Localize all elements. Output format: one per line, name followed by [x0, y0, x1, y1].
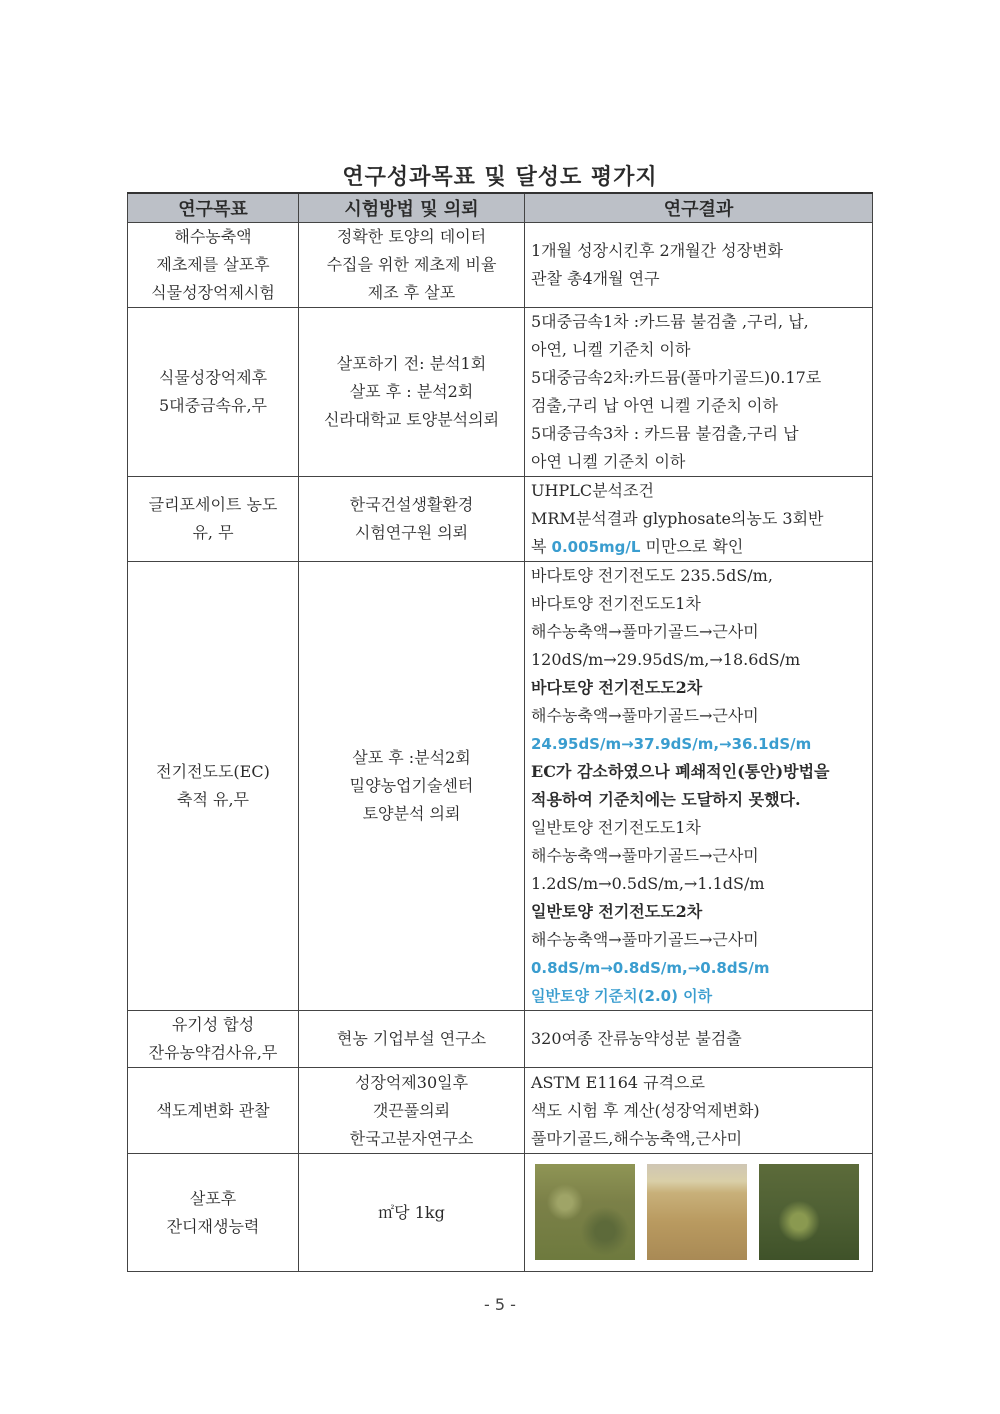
- result-line: 해수농축액→풀마기골드→근사미: [531, 706, 759, 725]
- header-goal: 연구목표: [128, 193, 299, 223]
- method-line: ㎡당 1kg: [378, 1202, 445, 1222]
- result-line: 1.2dS/m→0.5dS/m,→1.1dS/m: [531, 874, 765, 893]
- goal-line: 잔유농약검사유,무: [148, 1043, 278, 1062]
- method-line: 한국고분자연구소: [349, 1128, 474, 1148]
- result-line: 관찰 총4개월 연구: [531, 269, 660, 288]
- goal-line: 식물성장억제후: [158, 368, 268, 387]
- result-line: 바다토양 전기전도도 235.5dS/m,: [531, 566, 773, 585]
- method-cell: [299, 1011, 525, 1068]
- result-line-bold: 바다토양 전기전도도2차: [531, 678, 703, 697]
- result-text: 복: [531, 537, 552, 556]
- goal-line: 유기성 합성: [171, 1015, 255, 1034]
- method-line: 토양분석 의뢰: [362, 804, 461, 823]
- method-line: 살포하기 전: 분석1회: [336, 354, 487, 373]
- header-result: 연구결과: [525, 193, 873, 223]
- method-line: 현농 기업부설 연구소: [336, 1029, 487, 1048]
- result-text: 미만으로 확인: [640, 537, 744, 556]
- method-line: 시험연구원 의뢰: [354, 523, 469, 542]
- result-line: UHPLC분석조건: [531, 481, 654, 500]
- method-line: 수집을 위한 제초제 비율: [326, 255, 497, 274]
- goal-line: 살포후: [189, 1188, 237, 1208]
- goal-line: 해수농축액: [174, 227, 252, 246]
- result-cell: [525, 1068, 873, 1154]
- method-line: 제조 후 살포: [367, 283, 456, 302]
- method-cell: [299, 562, 525, 1011]
- photo-strip: [525, 1158, 872, 1268]
- method-cell: [299, 1154, 525, 1272]
- result-cell: [525, 1011, 873, 1068]
- result-line: [531, 533, 868, 561]
- highlight-value: 일반토양 기준치(2.0) 이하: [531, 987, 713, 1005]
- result-line: 5대중금속1차 :카드뮴 불검출 ,구리, 납,: [531, 312, 809, 331]
- result-line-bold: 적용하여 기준치에는 도달하지 못했다.: [531, 790, 801, 809]
- table-header-row: [128, 193, 873, 223]
- result-cell: [525, 223, 873, 308]
- result-cell: [525, 1154, 873, 1272]
- goal-cell: [128, 308, 299, 477]
- table-row: [128, 1154, 873, 1272]
- method-line: 한국건설생활환경: [349, 495, 474, 514]
- goal-line: 전기전도도(EC): [156, 762, 270, 781]
- method-line: 밀양농업기술센터: [349, 776, 474, 795]
- goal-line: 글리포세이트 농도: [148, 495, 278, 514]
- goal-cell: [128, 223, 299, 308]
- method-line: 살포 후 : 분석2회: [349, 382, 474, 401]
- table-row: [128, 1011, 873, 1068]
- page-title: 연구성과목표 및 달성도 평가지: [342, 164, 658, 190]
- turf-photo: [535, 1164, 635, 1260]
- table-row: [128, 1068, 873, 1154]
- method-cell: [299, 477, 525, 562]
- method-line: 정확한 토양의 데이터: [336, 227, 487, 246]
- result-line: MRM분석결과 glyphosate의농도 3회반: [531, 509, 824, 528]
- result-line: 바다토양 전기전도도1차: [531, 594, 701, 613]
- result-line: 120dS/m→29.95dS/m,→18.6dS/m: [531, 650, 801, 669]
- highlight-value: 0.8dS/m→0.8dS/m,→0.8dS/m: [531, 959, 770, 977]
- result-line: 해수농축액→풀마기골드→근사미: [531, 622, 759, 641]
- goal-line: 유, 무: [192, 523, 234, 542]
- result-line: ASTM E1164 규격으로: [531, 1072, 705, 1092]
- result-line: 5대중금속3차 : 카드뮴 불검출,구리 납: [531, 424, 799, 443]
- result-line: 해수농축액→풀마기골드→근사미: [531, 930, 759, 949]
- table-row: [128, 562, 873, 1011]
- result-line: 일반토양 전기전도도1차: [531, 818, 701, 837]
- table-row: [128, 223, 873, 308]
- result-line: 풀마기골드,해수농축액,근사미: [531, 1128, 743, 1148]
- table-row: [128, 477, 873, 562]
- method-cell: [299, 223, 525, 308]
- result-cell: [525, 308, 873, 477]
- result-line: 1개월 성장시킨후 2개월간 성장변화: [531, 241, 784, 260]
- result-line: 320여종 잔류농약성분 불검출: [531, 1029, 742, 1048]
- goal-line: 식물성장억제시험: [151, 283, 275, 302]
- goal-cell: [128, 562, 299, 1011]
- goal-line: 축적 유,무: [177, 790, 249, 809]
- method-line: 신라대학교 토양분석의뢰: [323, 410, 500, 429]
- header-method: 시험방법 및 의뢰: [299, 193, 525, 223]
- result-cell: [525, 562, 873, 1011]
- result-line-bold: EC가 감소하였으나 폐쇄적인(통안)방법을: [531, 762, 830, 781]
- result-line: 아연, 니켈 기준치 이하: [531, 340, 691, 359]
- result-line: 검출,구리 납 아연 니켈 기준치 이하: [531, 396, 778, 415]
- method-cell: [299, 308, 525, 477]
- goal-cell: [128, 1154, 299, 1272]
- result-cell: [525, 477, 873, 562]
- method-line: 갯끈풀의뢰: [372, 1100, 451, 1120]
- turf-photo: [759, 1164, 859, 1260]
- page-number: - 5 -: [484, 1295, 516, 1314]
- result-line: 색도 시험 후 계산(성장억제변화): [531, 1100, 760, 1120]
- goal-cell: [128, 1011, 299, 1068]
- goal-cell: [128, 477, 299, 562]
- result-line: 아연 니켈 기준치 이하: [531, 452, 686, 471]
- goal-line: 잔디재생능력: [166, 1216, 260, 1236]
- goal-line: 색도계변화 관찰: [156, 1100, 270, 1120]
- goal-line: 제초제를 살포후: [156, 255, 270, 274]
- evaluation-table: [127, 192, 873, 1272]
- result-line-bold: 일반토양 전기전도도2차: [531, 902, 703, 921]
- method-cell: [299, 1068, 525, 1154]
- highlight-value: 24.95dS/m→37.9dS/m,→36.1dS/m: [531, 735, 812, 753]
- highlight-value: 0.005mg/L: [551, 538, 641, 556]
- method-line: 살포 후 :분석2회: [352, 748, 471, 767]
- turf-photo: [647, 1164, 747, 1260]
- method-line: 성장억제30일후: [354, 1072, 469, 1092]
- result-line: 해수농축액→풀마기골드→근사미: [531, 846, 759, 865]
- goal-cell: [128, 1068, 299, 1154]
- result-line: 5대중금속2차:카드뮴(풀마기골드)0.17로: [531, 368, 822, 387]
- goal-line: 5대중금속유,무: [158, 396, 267, 415]
- table-row: [128, 308, 873, 477]
